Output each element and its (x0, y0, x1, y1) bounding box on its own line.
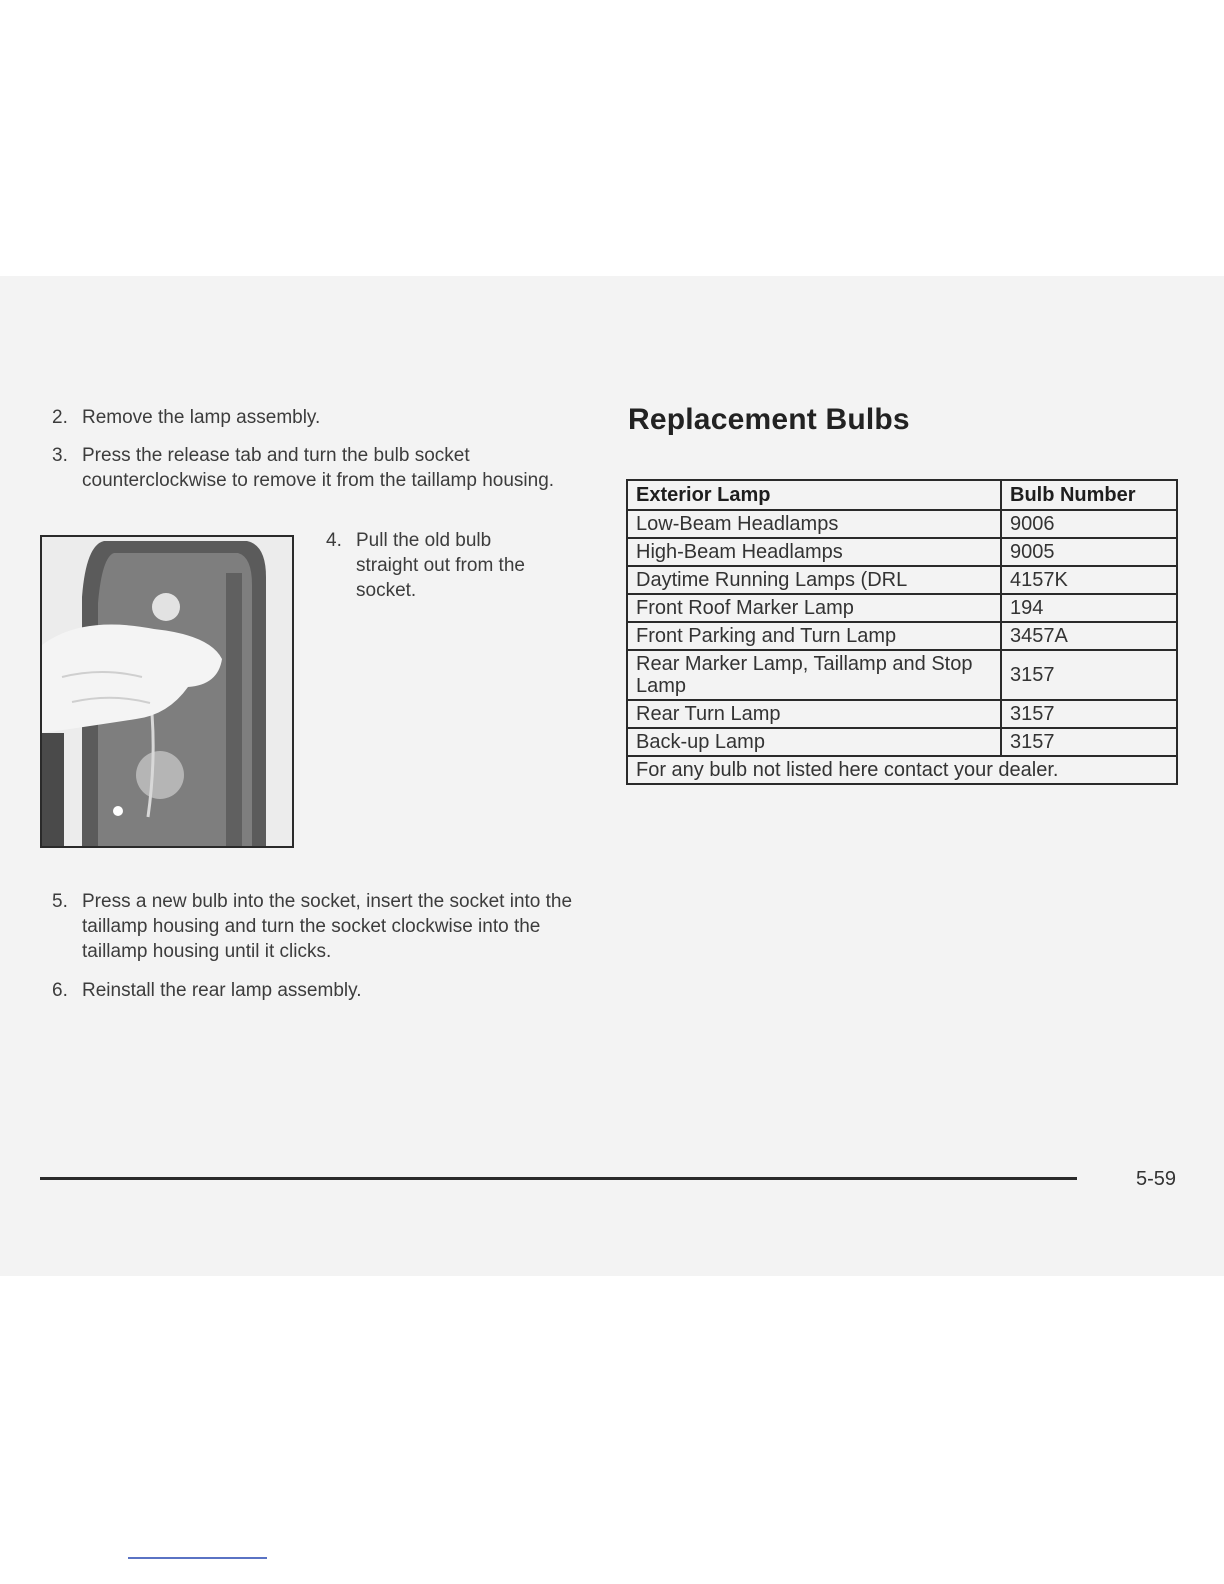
bulb-cell: 3157 (1001, 650, 1177, 700)
bulb-cell: 4157K (1001, 566, 1177, 594)
lamp-cell: Rear Marker Lamp, Taillamp and Stop Lamp (627, 650, 1001, 700)
table-row (627, 728, 1177, 756)
taillamp-illustration (42, 537, 292, 846)
step-6 (52, 978, 572, 1003)
bulb-cell: 9005 (1001, 538, 1177, 566)
step-text: Reinstall the rear lamp assembly. (82, 980, 362, 1001)
step-4 (326, 528, 558, 603)
table-header-row (627, 480, 1177, 510)
step-number: 4. (326, 530, 342, 551)
column-header-exterior-lamp: Exterior Lamp (627, 480, 1001, 510)
lamp-cell: High-Beam Headlamps (627, 538, 1001, 566)
footer-rule (40, 1177, 1077, 1180)
page-number: 5-59 (1136, 1168, 1177, 1190)
lamp-cell: Front Roof Marker Lamp (627, 594, 1001, 622)
lamp-cell: Daytime Running Lamps (DRL (627, 566, 1001, 594)
lamp-cell: Front Parking and Turn Lamp (627, 622, 1001, 650)
table-row (627, 538, 1177, 566)
taillamp-bulb-photo (40, 535, 294, 848)
step-2 (52, 405, 572, 430)
lamp-cell: Rear Turn Lamp (627, 700, 1001, 728)
table-row (627, 510, 1177, 538)
bulb-cell: 3157 (1001, 700, 1177, 728)
step-3 (52, 443, 562, 493)
bulb-cell: 194 (1001, 594, 1177, 622)
bulb-cell: 3157 (1001, 728, 1177, 756)
step-number: 5. (52, 891, 68, 912)
section-title: Replacement Bulbs (628, 403, 910, 436)
step-text: Pull the old bulb straight out from the socket. (356, 530, 525, 601)
manual-page (0, 276, 1224, 1276)
table-row (627, 566, 1177, 594)
step-5 (52, 889, 577, 964)
table-row (627, 594, 1177, 622)
table-row (627, 650, 1177, 700)
bulb-cell: 9006 (1001, 510, 1177, 538)
step-number: 2. (52, 407, 68, 428)
bulb-cell: 3457A (1001, 622, 1177, 650)
step-number: 3. (52, 445, 68, 466)
replacement-bulbs-table (626, 479, 1178, 785)
step-text: Press a new bulb into the socket, insert the socket into the taillamp housing and turn the socket clockwise into the taillamp housing until it clicks. (82, 891, 573, 962)
table-row (627, 622, 1177, 650)
column-header-bulb-number: Bulb Number (1001, 480, 1177, 510)
table-footnote-row (627, 756, 1177, 784)
lamp-cell: Low-Beam Headlamps (627, 510, 1001, 538)
step-text: Remove the lamp assembly. (82, 407, 321, 428)
bottom-link-underline (128, 1557, 267, 1559)
table-footnote: For any bulb not listed here contact your dealer. (627, 756, 1177, 784)
table-row (627, 700, 1177, 728)
step-number: 6. (52, 980, 68, 1001)
lamp-cell: Back-up Lamp (627, 728, 1001, 756)
step-text: Press the release tab and turn the bulb socket counterclockwise to remove it from the taillamp housing. (82, 445, 555, 491)
